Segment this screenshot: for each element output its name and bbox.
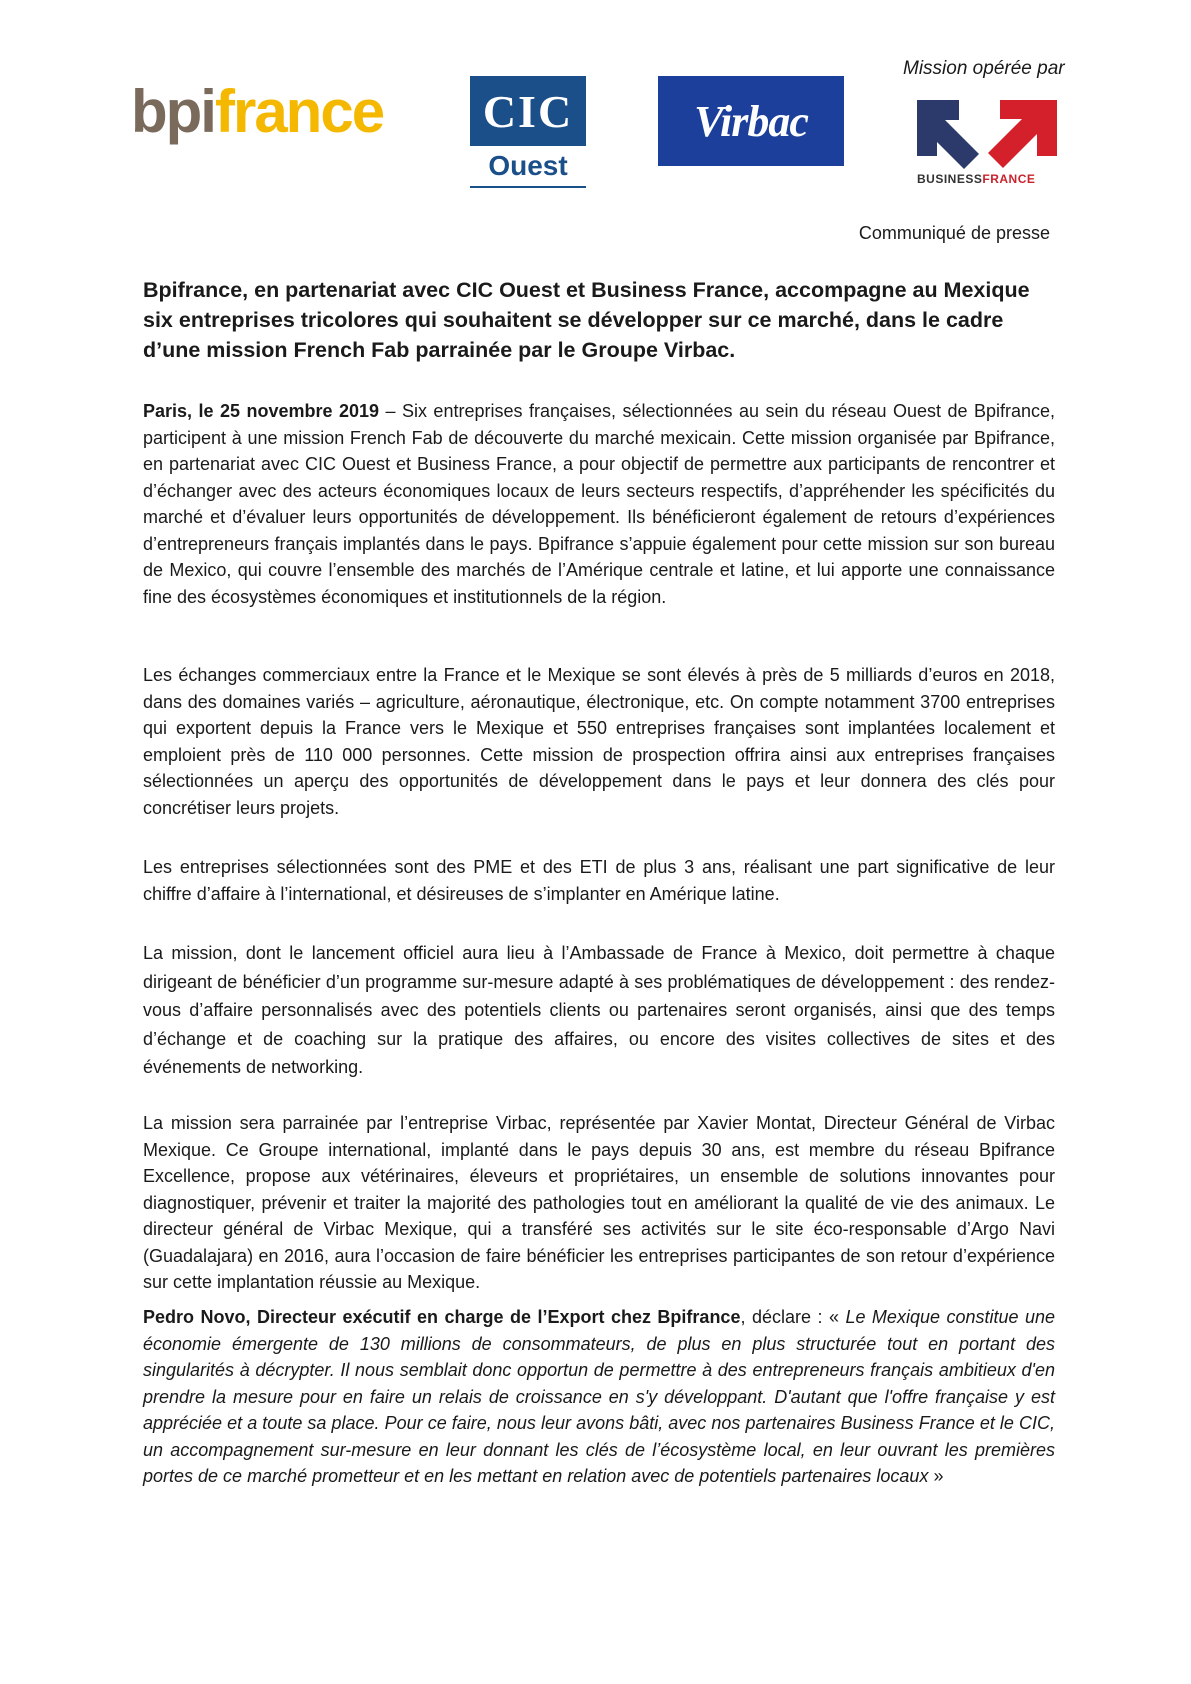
bpifrance-logo <box>131 78 384 145</box>
mission-operated-by: Mission opérée par <box>903 58 1065 79</box>
paragraph-trade: Les échanges commerciaux entre la France et le Mexique se sont élevés à près de 5 milliards d’euros en 2018, dans des domaines variés – agriculture, aéronautique, électronique, etc. On compte notamment 3700 entreprises qui exportent depuis la France vers le Mexique et 550 entreprises françaises sont implantées localement et emploient près de 110 000 personnes. Cette mission de prospection offrira ainsi aux entreprises françaises sélectionnées un aperçu des opportunités de développement dans le pays et leur donnera des clés pour concrétiser leurs projets. <box>143 665 1055 818</box>
paragraph-companies: Les entreprises sélectionnées sont des PME et des ETI de plus 3 ans, réalisant une part significative de leur chiffre d’affaire à l’international, et désireuses de s’implanter en Amérique latine. <box>143 857 1055 904</box>
virbac-logo <box>658 76 844 166</box>
quote-text: Le Mexique constitue une économie émergente de 130 millions de consommateurs, de plus en plus structurée tout en portant des singularités à décrypter. Il nous semblait donc opportun de permettre à des entrepreneurs français ambitieux d'en prendre la mesure pour en faire un relais de croissance en s'y développant. D'autant que l'offre française y est appréciée et a toute sa place. Pour ce faire, nous leur avons bâti, avec nos partenaires Business France et le CIC, un accompagnement sur-mesure en leur donnant les clés de l’écosystème local, en leur ouvrant les premières portes de ce marché prometteur et en les mettant en relation avec de potentiels partenaires locaux <box>143 1307 1056 1486</box>
paragraph-quote <box>143 1304 1055 1490</box>
bf-label-part2: FRANCE <box>982 172 1036 186</box>
paragraph-intro-text: – Six entreprises françaises, sélectionnées au sein du réseau Ouest de Bpifrance, participent à une mission French Fab de découverte du marché mexicain. Cette mission organisée par Bpifrance, en partenariat avec CIC Ouest et Business France, a pour objectif de permettre aux participants de rencontrer et d’échanger avec des acteurs économiques locaux de leurs secteurs respectifs, d’appréhender les spécificités du marché et d’évaluer leurs opportunités de développement. Ils bénéficieront également de retours d’expériences d’entrepreneurs français implantés dans le pays. Bpifrance s’appuie également pour cette mission sur son bureau de Mexico, qui couvre l’ensemble des marchés de l’Amérique centrale et latine, et lui apporte une connaissance fine des écosystèmes économiques et institutionnels de la région. <box>143 401 1055 607</box>
press-release-title: Bpifrance, en partenariat avec CIC Ouest et Business France, accompagne au Mexique six entreprises tricolores qui souhaitent se développer sur ce marché, dans le cadre d’une mission French Fab parrainée par le Groupe Virbac. <box>143 278 1030 362</box>
bf-right-arrow-shape <box>987 100 1057 168</box>
paragraph-program: La mission, dont le lancement officiel aura lieu à l’Ambassade de France à Mexico, doit permettre à chaque dirigeant de bénéficier d’un programme sur-mesure adapté à ses problématiques de développement : des rendez-vous d’affaire personnalisés avec des potentiels clients ou partenaires seront organisés, ainsi que des temps d’échange et de coaching sur la pratique des affaires, ou encore des visites collectives de sites et des événements de networking. <box>143 943 1055 1077</box>
cic-logo-top: CIC <box>470 76 586 146</box>
virbac-logo-text: Virbac <box>694 96 808 146</box>
cic-ouest-logo <box>470 76 586 186</box>
paragraph-intro <box>143 398 1055 610</box>
quote-intro: , déclare : « <box>740 1307 846 1327</box>
bpifrance-logo-part2: france <box>214 78 384 145</box>
bf-left-arrow-shape <box>917 100 979 169</box>
paragraph-sponsor: La mission sera parrainée par l’entreprise Virbac, représentée par Xavier Montat, Directeur Général de Virbac Mexique. Ce Groupe international, implanté dans le pays depuis 30 ans, est membre du réseau Bpifrance Excellence, propose aux vétérinaires, éleveurs et propriétaires, un ensemble de solutions innovantes pour diagnostiquer, prévenir et traiter la majorité des pathologies tout en améliorant la qualité de vie des animaux. Le directeur général de Virbac Mexique, qui a transféré ses activités sur le site éco-responsable d’Argo Navi (Guadalajara) en 2016, aura l’occasion de faire bénéficier les entreprises participantes de son retour d’expérience sur cette implantation réussie au Mexique. <box>143 1113 1055 1292</box>
quote-author: Pedro Novo, Directeur exécutif en charge de l’Export chez Bpifrance <box>143 1307 741 1327</box>
quote-end: » <box>928 1466 944 1486</box>
cic-logo-bottom: Ouest <box>470 146 586 188</box>
bf-label-part1: BUSINESS <box>917 172 983 186</box>
dateline: Paris, le 25 novembre 2019 <box>143 401 380 421</box>
document-type: Communiqué de presse <box>858 223 1050 243</box>
bpifrance-logo-part1: bpi <box>131 78 215 145</box>
businessfrance-label <box>917 172 1062 186</box>
